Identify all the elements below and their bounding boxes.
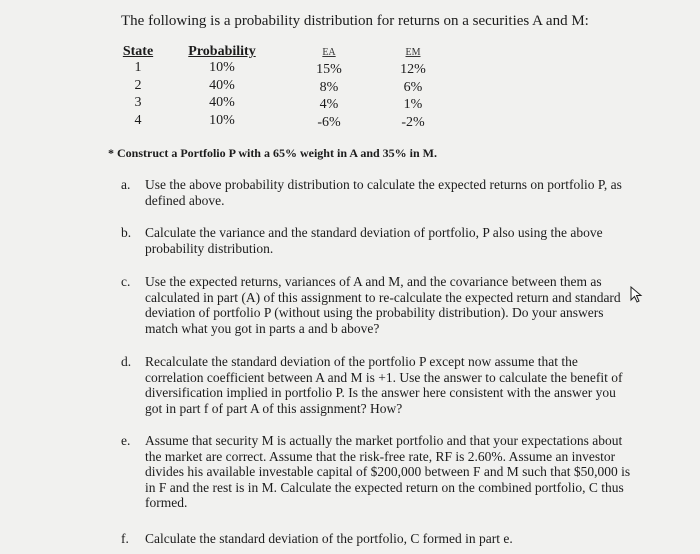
row-1-ea: 15% xyxy=(316,62,342,77)
question-label: b. xyxy=(121,225,132,240)
header-state: State xyxy=(122,44,154,59)
intro-text: The following is a probability distribution for returns on a securities A and M: xyxy=(121,13,589,29)
construct-text: Construct a Portfolio P with a 65% weight in A and 35% in M. xyxy=(117,146,438,160)
header-em: EM xyxy=(405,47,421,58)
question-label: f. xyxy=(121,531,129,546)
row-4-ea: -6% xyxy=(317,115,341,130)
row-3-prob: 40% xyxy=(209,95,235,110)
row-4-em: -2% xyxy=(401,115,425,130)
question-text: Recalculate the standard deviation of the portfolio P except now assume that the correlation coefficient between A and M is +1. Use the answer to calculate the benefit of diversification implied in portfolio P. Is the answer here consistent with the answer you got in part f of part A of this assignment? How? xyxy=(145,354,623,416)
row-3-state: 3 xyxy=(134,95,142,110)
question-label: a. xyxy=(121,177,131,192)
question-text: Assume that security M is actually the market portfolio and that your expectations about the market are correct. Assume that the risk-free rate, RF is 2.60%. Assume an investor divides his available investable capital of $200,000 between F and M such that $50,000 is in F and the rest is in M. Calculate the expected return on the combined portfolio, C thus formed. xyxy=(145,433,631,510)
row-4-state: 4 xyxy=(134,113,142,128)
header-ea: EA xyxy=(322,47,336,58)
row-2-em: 6% xyxy=(403,80,423,95)
row-2-prob: 40% xyxy=(209,78,235,93)
question-label: d. xyxy=(121,354,132,369)
question-text: Calculate the variance and the standard deviation of portfolio, P also using the above probability distribution. xyxy=(145,225,603,256)
row-3-em: 1% xyxy=(403,97,423,112)
question-text: Use the expected returns, variances of A and M, and the covariance between them as calculated in part (A) of this assignment to re-calculate the expected return and standard deviation of portfolio P (without using the probability distribution). Do your answers match what you got in parts a and b above? xyxy=(145,274,621,336)
question-label: e. xyxy=(121,433,131,448)
bullet-icon: * xyxy=(108,146,114,160)
row-1-state: 1 xyxy=(134,60,142,75)
question-text: Use the above probability distribution to calculate the expected returns on portfolio P, as defined above. xyxy=(145,177,622,208)
row-1-prob: 10% xyxy=(209,60,235,75)
row-2-ea: 8% xyxy=(319,80,339,95)
row-3-ea: 4% xyxy=(319,97,339,112)
construct-instruction xyxy=(108,146,437,161)
row-2-state: 2 xyxy=(134,78,142,93)
question-text: Calculate the standard deviation of the portfolio, C formed in part e. xyxy=(145,531,513,546)
mouse-cursor-icon xyxy=(630,286,644,304)
row-4-prob: 10% xyxy=(209,113,235,128)
header-probability: Probability xyxy=(188,44,256,59)
question-label: c. xyxy=(121,274,131,289)
row-1-em: 12% xyxy=(400,62,426,77)
